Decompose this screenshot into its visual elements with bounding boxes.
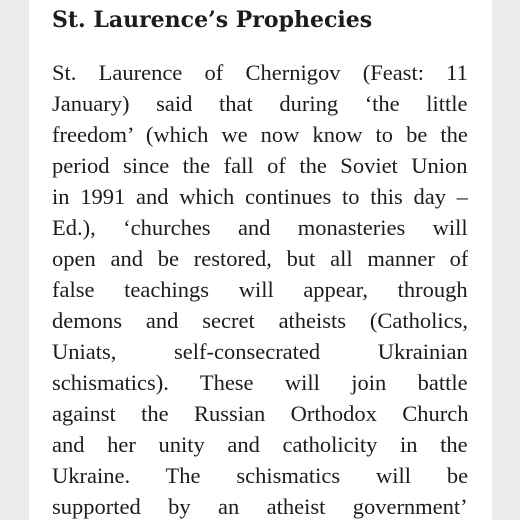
body-line: false teachings will appear, through [52,277,468,302]
body-line: and her unity and catholicity in the [52,432,468,457]
left-margin [0,0,29,520]
body-line: period since the fall of the Soviet Union [52,153,468,178]
right-margin [492,0,520,520]
body-line: Ed.), ‘churches and monasteries will [52,215,468,240]
article-body [52,57,468,520]
article-page[interactable] [29,0,492,520]
body-line: against the Russian Orthodox Church [52,401,468,426]
body-line: January) said that during ‘the little [52,91,468,116]
body-line: open and be restored, but all manner of [52,246,468,271]
body-line: Ukraine. The schismatics will be [52,463,468,488]
body-line: in 1991 and which continues to this day – [52,184,468,209]
body-line: freedom’ (which we now know to be the [52,122,468,147]
body-line: supported by an atheist government’ [52,494,468,519]
article-title: St. Laurence’s Prophecies [52,7,373,33]
body-line: Uniats, self-consecrated Ukrainian [52,339,468,364]
body-line: St. Laurence of Chernigov (Feast: 11 [52,60,468,85]
body-line: schismatics). These will join battle [52,370,468,395]
body-line: demons and secret atheists (Catholics, [52,308,468,333]
